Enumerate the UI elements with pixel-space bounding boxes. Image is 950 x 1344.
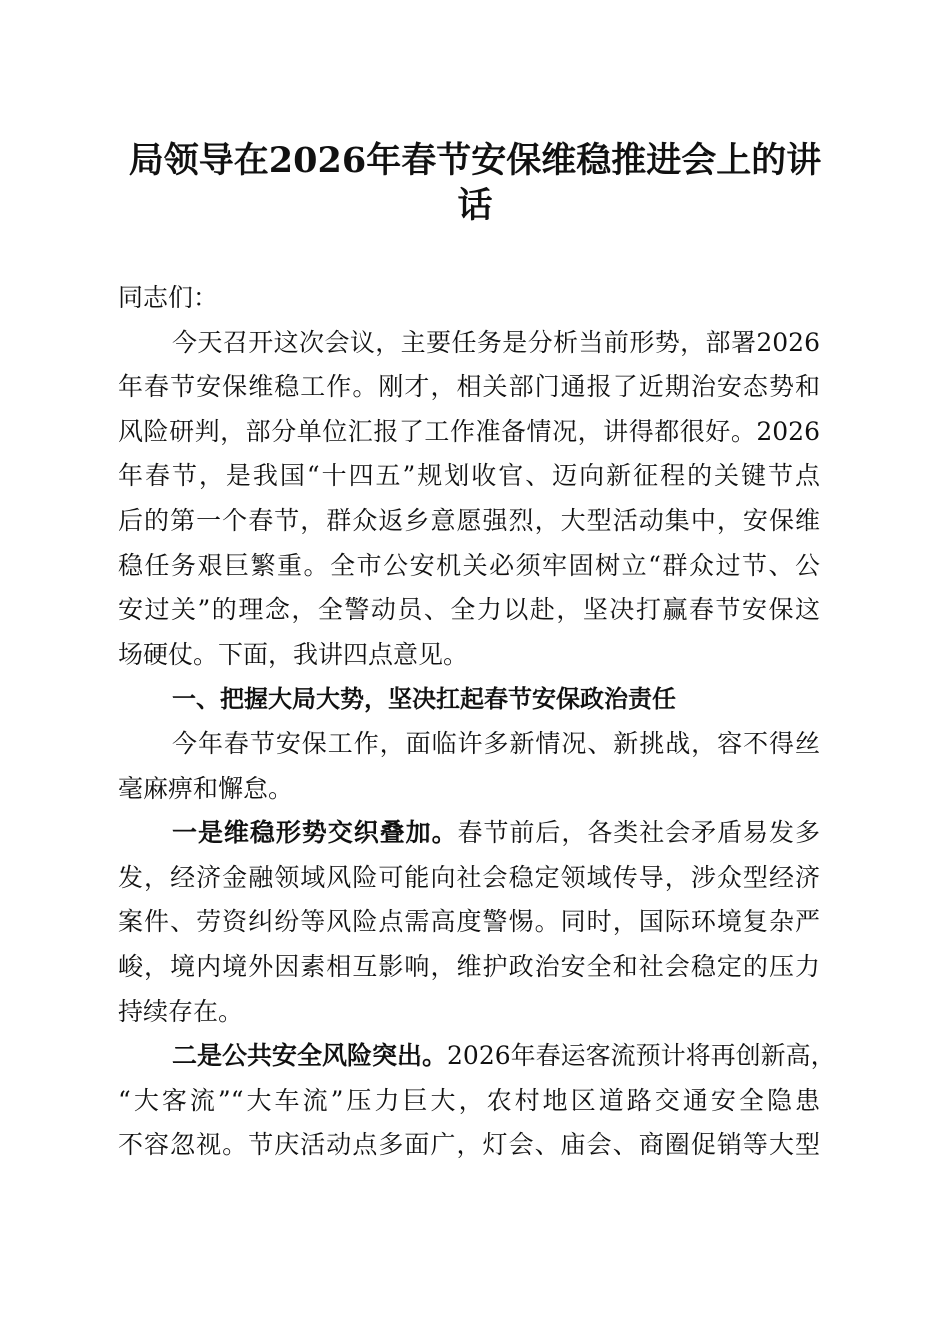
text-line <box>118 1034 836 1079</box>
text-line: 持续存在。 <box>118 996 244 1026</box>
paragraph <box>118 1034 836 1168</box>
document-body <box>118 276 836 1168</box>
text-line: 不容忽视。节庆活动点多面广，灯会、庙会、商圈促销等大型 <box>118 1130 820 1160</box>
text-line: 毫麻痹和懈怠。 <box>118 773 294 803</box>
text-line: 发，经济金融领域风险可能向社会稳定领域传导，涉众型经济 <box>118 862 820 892</box>
text-line: 今天召开这次会议，主要任务是分析当前形势，部署2026 <box>172 327 820 357</box>
text-line: 稳任务艰巨繁重。全市公安机关必须牢固树立“群众过节、公 <box>118 550 820 580</box>
paragraph <box>118 722 820 811</box>
paragraph-intro <box>118 321 820 678</box>
text-line: “大客流”“大车流”压力巨大，农村地区道路交通安全隐患 <box>118 1085 820 1115</box>
text-line: 峻，境内境外因素相互影响，维护政治安全和社会稳定的压力 <box>118 951 820 981</box>
text-span: 春节前后，各类社会矛盾易发多 <box>457 818 820 848</box>
paragraph <box>118 811 820 1034</box>
text-line: 年春节安保维稳工作。刚才，相关部门通报了近期治安态势和 <box>118 372 820 402</box>
title-line: 局领导在2026年春节安保维稳推进会上的讲 <box>128 140 822 181</box>
point-lead: 一是维稳形势交织叠加。 <box>172 818 458 848</box>
text-line: 今年春节安保工作，面临许多新情况、新挑战，容不得丝 <box>172 728 820 758</box>
salutation: 同志们： <box>118 283 219 312</box>
section-heading: 一、把握大局大势，坚决扛起春节安保政治责任 <box>172 685 676 714</box>
text-line: 安过关”的理念，全警动员、全力以赴，坚决打赢春节安保这 <box>118 595 820 625</box>
text-line <box>118 811 820 856</box>
text-line: 案件、劳资纠纷等风险点需高度警惕。同时，国际环境复杂严 <box>118 907 820 937</box>
point-lead: 二是公共安全风险突出。 <box>172 1041 448 1071</box>
text-line: 场硬仗。下面，我讲四点意见。 <box>118 639 469 669</box>
text-line: 年春节，是我国“十四五”规划收官、迈向新征程的关键节点 <box>118 461 820 491</box>
title-line: 话 <box>457 185 493 226</box>
title <box>100 138 850 228</box>
text-span: 2026年春运客流预计将再创新高， <box>447 1041 836 1071</box>
text-line: 风险研判，部分单位汇报了工作准备情况，讲得都很好。2026 <box>118 416 820 446</box>
text-line: 后的第一个春节，群众返乡意愿强烈，大型活动集中，安保维 <box>118 505 820 535</box>
